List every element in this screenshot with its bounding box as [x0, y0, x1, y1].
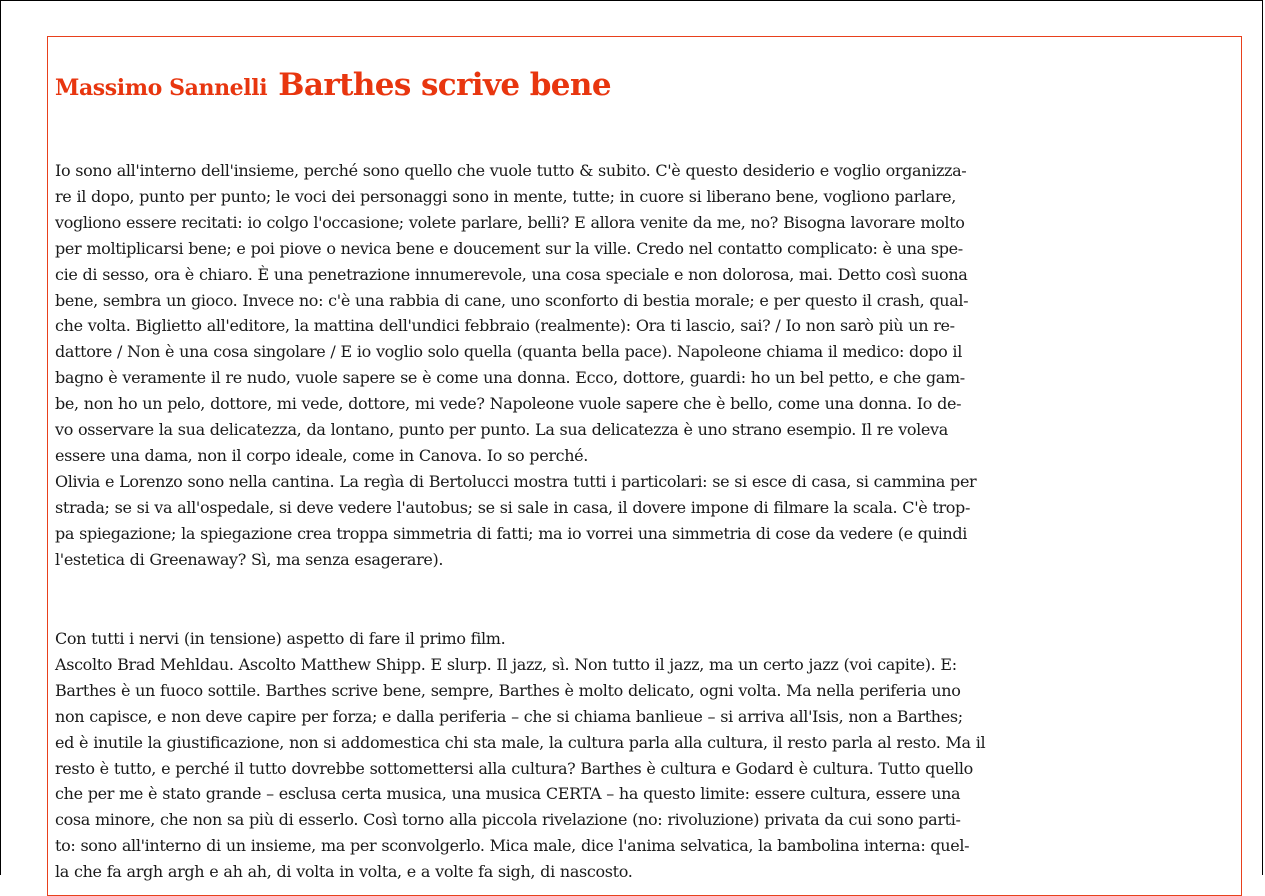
text-line: l'estetica di Greenaway? Sì, ma senza esagerare).: [55, 549, 444, 569]
text-line: be, non ho un pelo, dottore, mi vede, dottore, mi vede? Napoleone vuole sapere che è bello, come una donna. Io de-: [55, 394, 962, 414]
text-line: per moltiplicarsi bene; e poi piove o nevica bene e doucement sur la ville. Credo nel contatto complicato: è una spe-: [55, 238, 963, 258]
text-line: ed è inutile la giustificazione, non si addomestica chi sta male, la cultura parla alla cultura, il resto parla al resto. Ma il: [55, 732, 986, 752]
article-title: Barthes scrive bene: [278, 67, 611, 103]
text-line: che volta. Biglietto all'editore, la mattina dell'undici febbraio (realmente): Ora ti lascio, sai? / Io non sarò più un re-: [55, 316, 955, 336]
text-line: Con tutti i nervi (in tensione) aspetto di fare il primo film.: [55, 629, 506, 648]
text-line: dattore / Non è una cosa singolare / E io voglio solo quella (quanta bella pace). Napoleone chiama il medico: dopo il: [55, 342, 962, 362]
text-line: essere una dama, non il corpo ideale, come in Canova. Io so perché.: [55, 445, 589, 465]
text-line: bene, sembra un gioco. Invece no: c'è una rabbia di cane, uno sconforto di bestia morale; e per questo il crash, qual-: [55, 290, 969, 310]
text-line: to: sono all'interno di un insieme, ma per sconvolgerlo. Mica male, dice l'anima selvatica, la bambolina interna: quel-: [55, 836, 970, 856]
text-line: che per me è stato grande – esclusa certa musica, una musica CERTA – ha questo limite: essere cultura, essere una: [55, 784, 961, 804]
article-header: [55, 68, 611, 101]
text-line: Olivia e Lorenzo sono nella cantina. La regìa di Bertolucci mostra tutti i particolari: se si esce di casa, si cammina per: [55, 471, 977, 491]
text-line: pa spiegazione; la spiegazione crea troppa simmetria di fatti; ma io vorrei una simmetria di cose da vedere (e quindi: [55, 523, 968, 543]
text-line: vo osservare la sua delicatezza, da lontano, punto per punto. La sua delicatezza è uno strano esempio. Il re voleva: [55, 420, 948, 440]
article-container: [47, 36, 1242, 896]
text-line: vogliono essere recitati: io colgo l'occasione; volete parlare, belli? E allora venite da me, no? Bisogna lavorare molto: [55, 212, 965, 232]
paragraph-2: [55, 626, 1235, 885]
text-line: cie di sesso, ora è chiaro. È una penetrazione innumerevole, una cosa speciale e non dolorosa, mai. Detto così suona: [55, 264, 968, 284]
paragraph-1: [55, 158, 1235, 573]
text-line: cosa minore, che non sa più di esserlo. Così torno alla piccola rivelazione (no: rivoluzione) privata da cui sono parti-: [55, 810, 961, 830]
text-line: Io sono all'interno dell'insieme, perché sono quello che vuole tutto & subito. C'è questo desiderio e voglio organizza-: [55, 161, 967, 180]
text-line: bagno è veramente il re nudo, vuole sapere se è come una donna. Ecco, dottore, guardi: ho un bel petto, e che gam-: [55, 368, 965, 388]
text-line: Ascolto Brad Mehldau. Ascolto Matthew Shipp. E slurp. Il jazz, sì. Non tutto il jazz, ma un certo jazz (voi capite). E:: [55, 654, 957, 674]
text-line: resto è tutto, e perché il tutto dovrebbe sottomettersi alla cultura? Barthes è cultura e Godard è cultura. Tutto quello: [55, 758, 973, 778]
text-line: strada; se si va all'ospedale, si deve vedere l'autobus; se si sale in casa, il dovere impone di filmare la scala. C'è trop-: [55, 497, 971, 517]
text-line: re il dopo, punto per punto; le voci dei personaggi sono in mente, tutte; in cuore si liberano bene, vogliono parlare,: [55, 186, 956, 206]
text-line: non capisce, e non deve capire per forza; e dalla periferia – che si chiama banlieue – si arriva all'Isis, non a Barthes;: [55, 706, 963, 726]
text-line: la che fa argh argh e ah ah, di volta in volta, e a volte fa sigh, di nascosto.: [55, 862, 633, 882]
author-name: Massimo Sannelli: [55, 75, 268, 101]
text-line: Barthes è un fuoco sottile. Barthes scrive bene, sempre, Barthes è molto delicato, ogni volta. Ma nella periferia uno: [55, 680, 961, 700]
